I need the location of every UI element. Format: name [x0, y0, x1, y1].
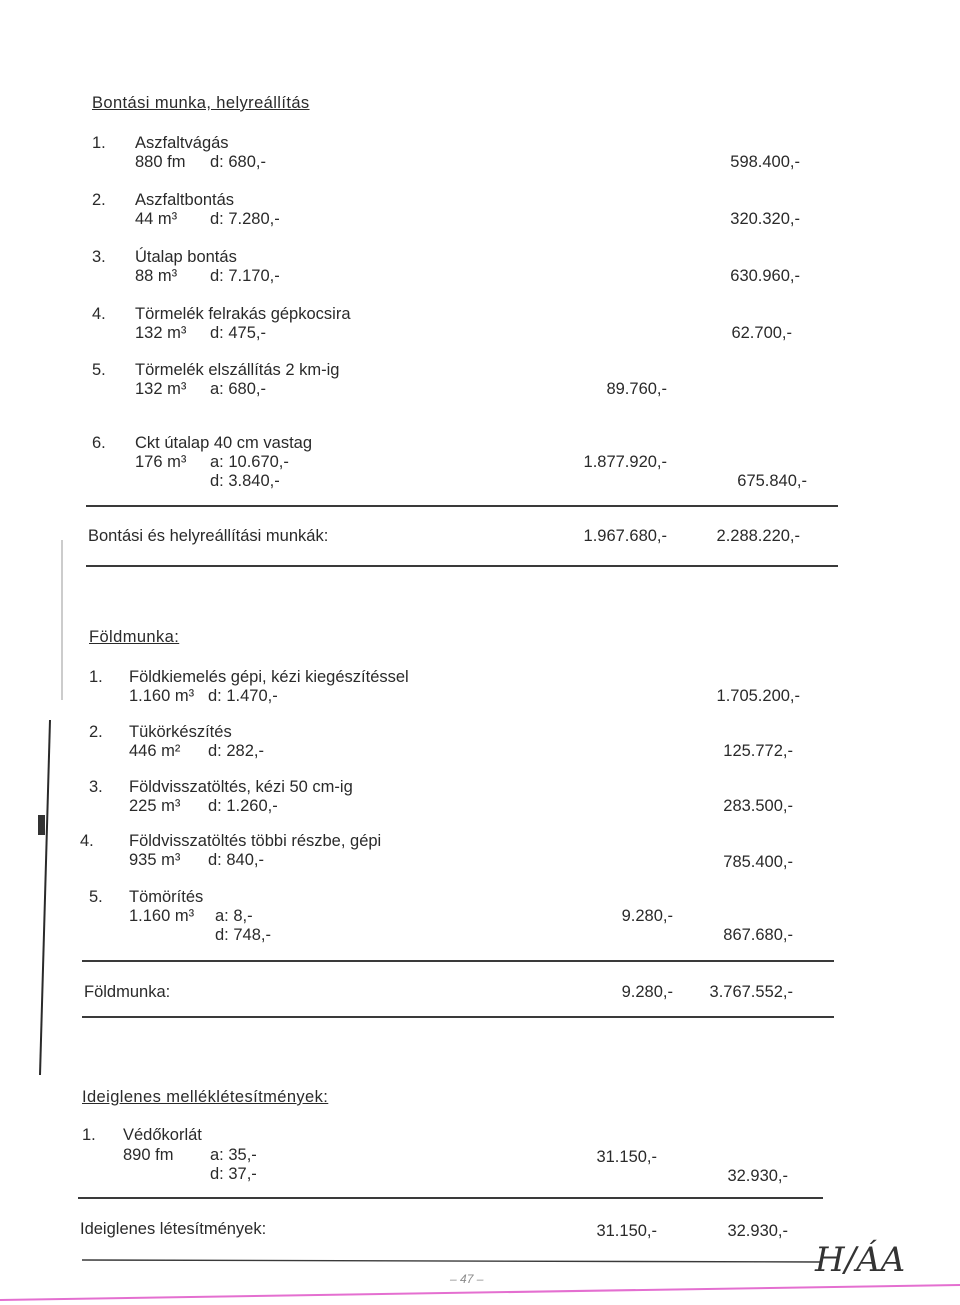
item-unit-price: d: 7.170,-: [210, 267, 280, 285]
item-number: 2.: [92, 191, 106, 209]
item-title: Tükörkészítés: [129, 723, 232, 741]
item-number: 5.: [92, 361, 106, 379]
item-number: 3.: [92, 248, 106, 266]
item-amount-b: 32.930,-: [727, 1167, 788, 1185]
section-total-b: 3.767.552,-: [709, 983, 793, 1001]
item-number: 3.: [89, 778, 103, 796]
item-unit-price-line2: d: 3.840,-: [210, 472, 280, 490]
item-quantity: 1.160 m³: [129, 687, 195, 705]
item-amount-a: 9.280,-: [621, 907, 673, 925]
item-unit-price: d: 1.470,-: [208, 687, 278, 705]
item-number: 4.: [92, 305, 106, 323]
section-total-b: 2.288.220,-: [716, 527, 800, 545]
section-total-b: 32.930,-: [727, 1222, 788, 1240]
item-title: Útalap bontás: [135, 248, 237, 266]
page-number: – 47 –: [450, 1272, 484, 1286]
section-heading-foldmunka: Földmunka:: [89, 628, 180, 646]
item-title: Védőkorlát: [123, 1126, 202, 1144]
item-amount-b: 867.680,-: [723, 926, 793, 944]
item-quantity: 446 m²: [129, 742, 181, 760]
item-quantity: 88 m³: [135, 267, 178, 285]
item-unit-price: d: 475,-: [210, 324, 266, 342]
item-quantity: 225 m³: [129, 797, 181, 815]
item-title: Törmelék elszállítás 2 km-ig: [135, 361, 340, 379]
item-amount-a: 89.760,-: [606, 380, 667, 398]
item-amount-b: 785.400,-: [723, 853, 793, 871]
item-amount-a: 1.877.920,-: [583, 453, 667, 471]
item-amount-a: 31.150,-: [596, 1148, 657, 1166]
page-number-value: 47: [460, 1272, 474, 1286]
item-amount-b: 675.840,-: [737, 472, 807, 490]
section-total-a: 1.967.680,-: [583, 527, 667, 545]
item-number: 1.: [82, 1126, 96, 1144]
item-number: 1.: [89, 668, 103, 686]
item-unit-price: d: 282,-: [208, 742, 264, 760]
item-unit-price: d: 840,-: [208, 851, 264, 869]
item-number: 5.: [89, 888, 103, 906]
item-title: Ckt útalap 40 cm vastag: [135, 434, 313, 452]
item-amount-b: 283.500,-: [723, 797, 793, 815]
item-number: 1.: [92, 134, 106, 152]
item-number: 4.: [80, 832, 94, 850]
item-title: Törmelék felrakás gépkocsira: [135, 305, 351, 323]
item-title: Aszfaltbontás: [135, 191, 235, 209]
divider-line: [82, 960, 834, 962]
item-quantity: 132 m³: [135, 324, 187, 342]
item-amount-b: 598.400,-: [730, 153, 800, 171]
item-unit-price: d: 680,-: [210, 153, 266, 171]
item-unit-price-line2: d: 748,-: [215, 926, 271, 944]
item-amount-b: 125.772,-: [723, 742, 793, 760]
section-heading-bontasi: Bontási munka, helyreállítás: [92, 94, 310, 112]
item-title: Tömörítés: [129, 888, 204, 906]
item-unit-price: a: 8,-: [215, 907, 253, 925]
item-quantity: 935 m³: [129, 851, 181, 869]
item-title: Aszfaltvágás: [135, 134, 229, 152]
item-number: 2.: [89, 723, 103, 741]
item-amount-b: 630.960,-: [730, 267, 800, 285]
item-quantity: 880 fm: [135, 153, 186, 171]
item-quantity: 1.160 m³: [129, 907, 195, 925]
section-total-label: Ideiglenes létesítmények:: [80, 1220, 267, 1238]
item-unit-price: a: 680,-: [210, 380, 266, 398]
item-unit-price: a: 35,-: [210, 1146, 257, 1164]
divider-line: [86, 505, 838, 507]
section-heading-ideiglenes: Ideiglenes melléklétesítmények:: [82, 1088, 329, 1106]
item-amount-b: 1.705.200,-: [716, 687, 800, 705]
item-title: Földvisszatöltés, kézi 50 cm-ig: [129, 778, 353, 796]
item-quantity: 890 fm: [123, 1146, 174, 1164]
item-amount-b: 62.700,-: [731, 324, 792, 342]
section-total-a: 9.280,-: [621, 983, 673, 1001]
item-title: Földkiemelés gépi, kézi kiegészítéssel: [129, 668, 409, 686]
item-quantity: 44 m³: [135, 210, 178, 228]
item-quantity: 132 m³: [135, 380, 187, 398]
item-unit-price: d: 7.280,-: [210, 210, 280, 228]
item-unit-price: d: 1.260,-: [208, 797, 278, 815]
handwritten-initials: H/ÁA: [815, 1240, 906, 1280]
item-number: 6.: [92, 434, 106, 452]
divider-line: [86, 565, 838, 567]
item-unit-price: a: 10.670,-: [210, 453, 289, 471]
divider-line: [78, 1197, 823, 1199]
item-quantity: 176 m³: [135, 453, 187, 471]
item-unit-price-line2: d: 37,-: [210, 1165, 257, 1183]
section-total-a: 31.150,-: [596, 1222, 657, 1240]
section-total-label: Földmunka:: [84, 983, 171, 1001]
item-amount-b: 320.320,-: [730, 210, 800, 228]
item-title: Földvisszatöltés többi részbe, gépi: [129, 832, 382, 850]
divider-line: [82, 1016, 834, 1018]
section-total-label: Bontási és helyreállítási munkák:: [88, 527, 329, 545]
